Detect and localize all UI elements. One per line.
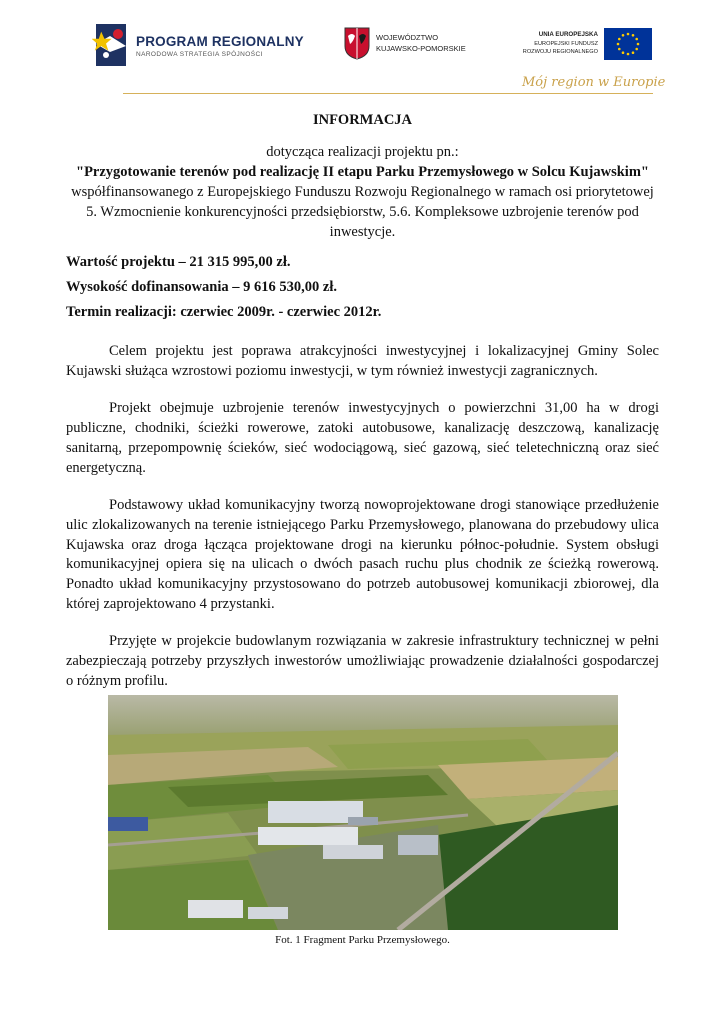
logo-bar [0, 0, 725, 100]
document-title: INFORMACJA [312, 112, 413, 128]
paragraph-infrastructure: Przyjęte w projekcie budowlanym rozwiązania w zakresie infrastruktury technicznej w pełni zabezpieczają potrzeby przyszłych inwestorów umożliwiając prowadzenie działalności gospodarczej o różnym profilu. [66, 633, 659, 689]
paragraph-goal: Celem projektu jest poprawa atrakcyjności inwestycyjnej i lokalizacyjnej Gminy Solec Kujawski służąca wzrostowi poziomu inwestycji, w tym również inwestycji zagranicznych. [66, 343, 659, 379]
program-regionalny-emblem-icon [92, 22, 130, 68]
program-subtitle: NARODOWA STRATEGIA SPÓJNOŚCI [136, 51, 263, 58]
aerial-photo-image [108, 695, 618, 930]
voivodeship-line2: KUJAWSKO-POMORSKIE [376, 44, 466, 53]
project-name: "Przygotowanie terenów pod realizację II etapu Parku Przemysłowego w Solcu Kujawskim" [76, 164, 649, 180]
coat-of-arms-icon [343, 26, 371, 60]
paragraph-scope: Projekt obejmuje uzbrojenie terenów inwestycyjnych o powierzchni 31,00 ha w drogi publiczne, chodniki, ścieżki rowerowe, zatoki autobusowe, kanalizację deszczową, kanalizację sanitarną, przepompownię ścieków, sieć wodociągową, sieć gazową, sieć teletechniczną oraz sieć energetyczną. [66, 400, 659, 476]
slogan: Mój region w Europie [522, 75, 666, 90]
eu-line3: ROZWOJU REGIONALNEGO [522, 49, 598, 55]
header-divider [123, 93, 653, 94]
project-facts [66, 252, 659, 322]
voivodeship-logo [343, 26, 503, 62]
program-regionalny-logo [92, 22, 302, 68]
fact-project-value: Wartość projektu – 21 315 995,00 zł. [66, 254, 291, 270]
paragraph-transport: Podstawowy układ komunikacyjny tworzą nowoprojektowane drogi stanowiące przedłużenie ulic zlokalizowanych na terenie istniejącego Parku Przemysłowego, planowana do przebudowy ulica Kujawska oraz droga łącząca projektowane drogi na kierunku północ-południe. System obsługi komunikacyjnej opiera się na ulicach o dwóch pasach ruchu plus chodnik ze ścieżką rowerową. Ponadto układ komunikacyjny przystosowano do potrzeb autobusowej komunikacji zbiorowej, dla której zaprojektowano 4 przystanki. [66, 497, 659, 612]
eu-line1: UNIA EUROPEJSKA [538, 31, 598, 38]
eu-line2: EUROPEJSKI FUNDUSZ [534, 41, 598, 47]
fact-cofinancing-amount: Wysokość dofinansowania – 9 616 530,00 zł. [66, 279, 337, 295]
voivodeship-line1: WOJEWÓDZTWO [376, 33, 439, 42]
project-intro [66, 142, 659, 242]
industrial-park-photo [108, 695, 618, 930]
eu-flag-icon [604, 28, 652, 60]
description [66, 342, 659, 692]
fact-schedule: Termin realizacji: czerwiec 2009r. - czerwiec 2012r. [66, 304, 382, 320]
eu-logo [512, 28, 652, 68]
photo-caption: Fot. 1 Fragment Parku Przemysłowego. [275, 934, 450, 946]
document-body [66, 110, 659, 692]
cofinancing-text: współfinansowanego z Europejskiego Funduszu Rozwoju Regionalnego w ramach osi priorytetowej 5. Wzmocnienie konkurencyjności przedsiębiorstw, 5.6. Kompleksowe uzbrojenie terenów pod inwestycje. [71, 184, 654, 240]
program-title: PROGRAM REGIONALNY [136, 34, 304, 49]
intro-line: dotycząca realizacji projektu pn.: [266, 144, 459, 160]
